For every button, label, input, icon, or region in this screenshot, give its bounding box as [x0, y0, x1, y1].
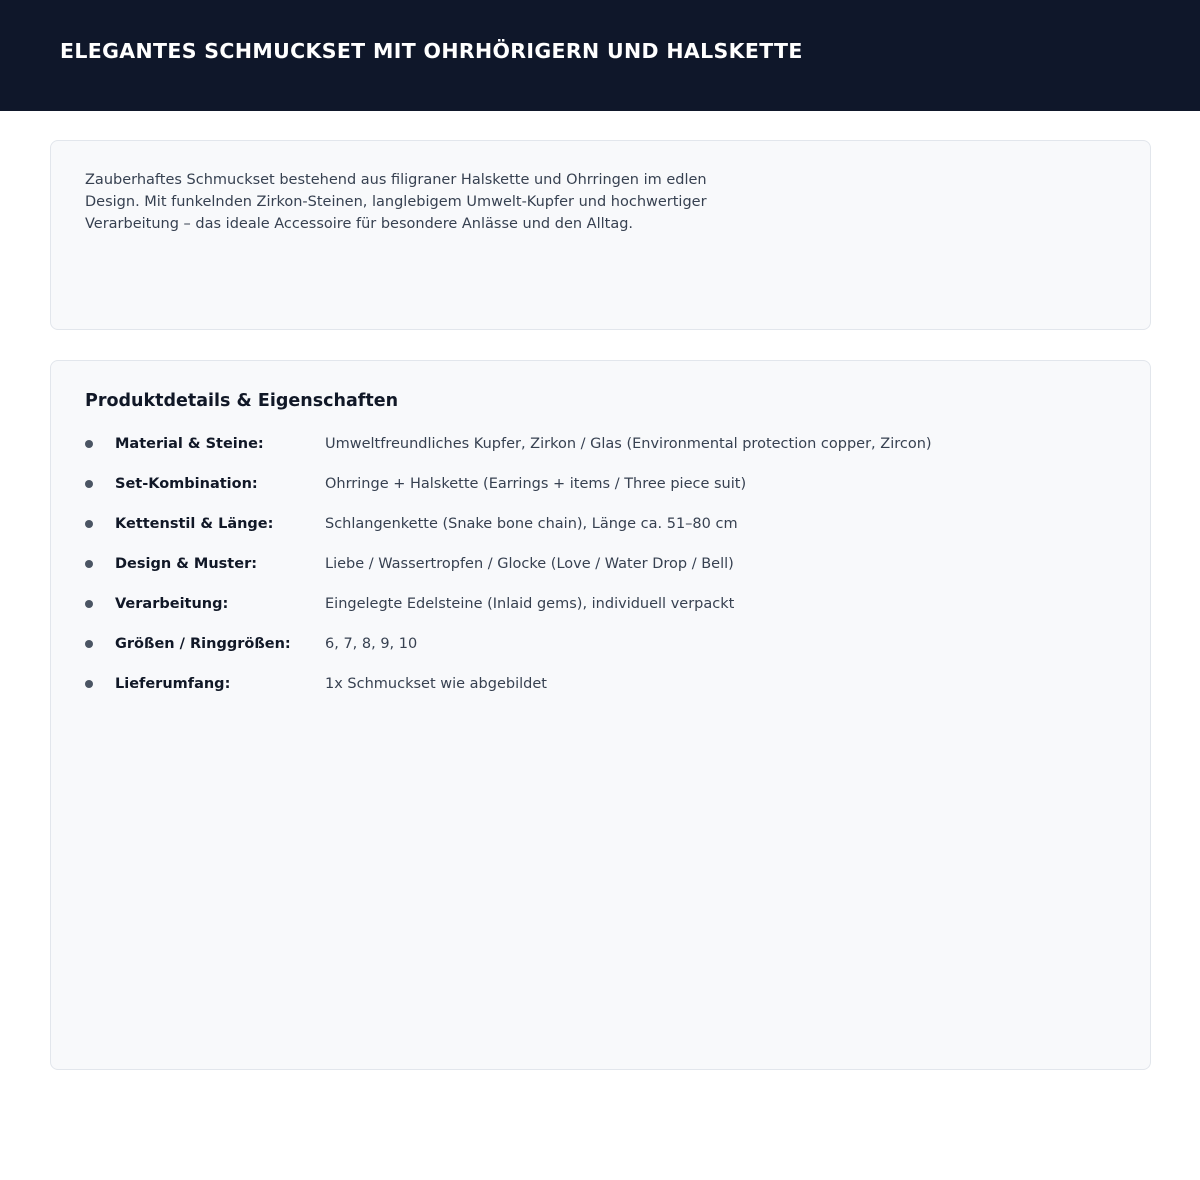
bullet-icon — [85, 680, 93, 688]
spec-item-design — [85, 551, 1085, 591]
bullet-icon — [85, 480, 93, 488]
spec-item-delivery — [85, 671, 1085, 711]
spec-label: Lieferumfang: — [115, 676, 231, 692]
details-heading: Produktdetails & Eigenschaften — [85, 391, 399, 411]
spec-item-sizes — [85, 631, 1085, 671]
description-card — [50, 140, 1151, 330]
bullet-icon — [85, 560, 93, 568]
bullet-icon — [85, 440, 93, 448]
spec-value: Liebe / Wassertropfen / Glocke (Love / Water Drop / Bell) — [325, 556, 734, 572]
spec-label: Set-Kombination: — [115, 476, 258, 492]
spec-value: Umweltfreundliches Kupfer, Zirkon / Glas (Environmental protection copper, Zircon) — [325, 436, 932, 452]
spec-item-processing — [85, 591, 1085, 631]
bullet-icon — [85, 640, 93, 648]
spec-label: Verarbeitung: — [115, 596, 229, 612]
spec-item-chain-style — [85, 511, 1085, 551]
spec-label: Größen / Ringgrößen: — [115, 636, 291, 652]
spec-list — [85, 431, 1085, 711]
spec-label: Material & Steine: — [115, 436, 264, 452]
spec-value: 1x Schmuckset wie abgebildet — [325, 676, 547, 692]
spec-value: Eingelegte Edelsteine (Inlaid gems), individuell verpackt — [325, 596, 735, 612]
bullet-icon — [85, 600, 93, 608]
spec-label: Design & Muster: — [115, 556, 258, 572]
page-header — [0, 0, 1200, 111]
spec-value: 6, 7, 8, 9, 10 — [325, 636, 418, 652]
spec-item-set-combination — [85, 471, 1085, 511]
page-title: ELEGANTES SCHMUCKSET MIT OHRHÖRIGERN UND HALSKETTE — [60, 39, 803, 63]
spec-value: Ohrringe + Halskette (Earrings + items / Three piece suit) — [325, 476, 747, 492]
bullet-icon — [85, 520, 93, 528]
spec-value: Schlangenkette (Snake bone chain), Länge ca. 51–80 cm — [325, 516, 738, 532]
spec-label: Kettenstil & Länge: — [115, 516, 274, 532]
product-description: Zauberhaftes Schmuckset bestehend aus filigraner Halskette und Ohrringen im edlen Design. Mit funkelnden Zirkon-Steinen, langlebigem Umwelt-Kupfer und hochwertiger Verarbeitung – das ideale Accessoire für besondere Anlässe und den Alltag. — [85, 172, 707, 232]
spec-item-material — [85, 431, 1085, 471]
details-card — [50, 360, 1151, 1070]
